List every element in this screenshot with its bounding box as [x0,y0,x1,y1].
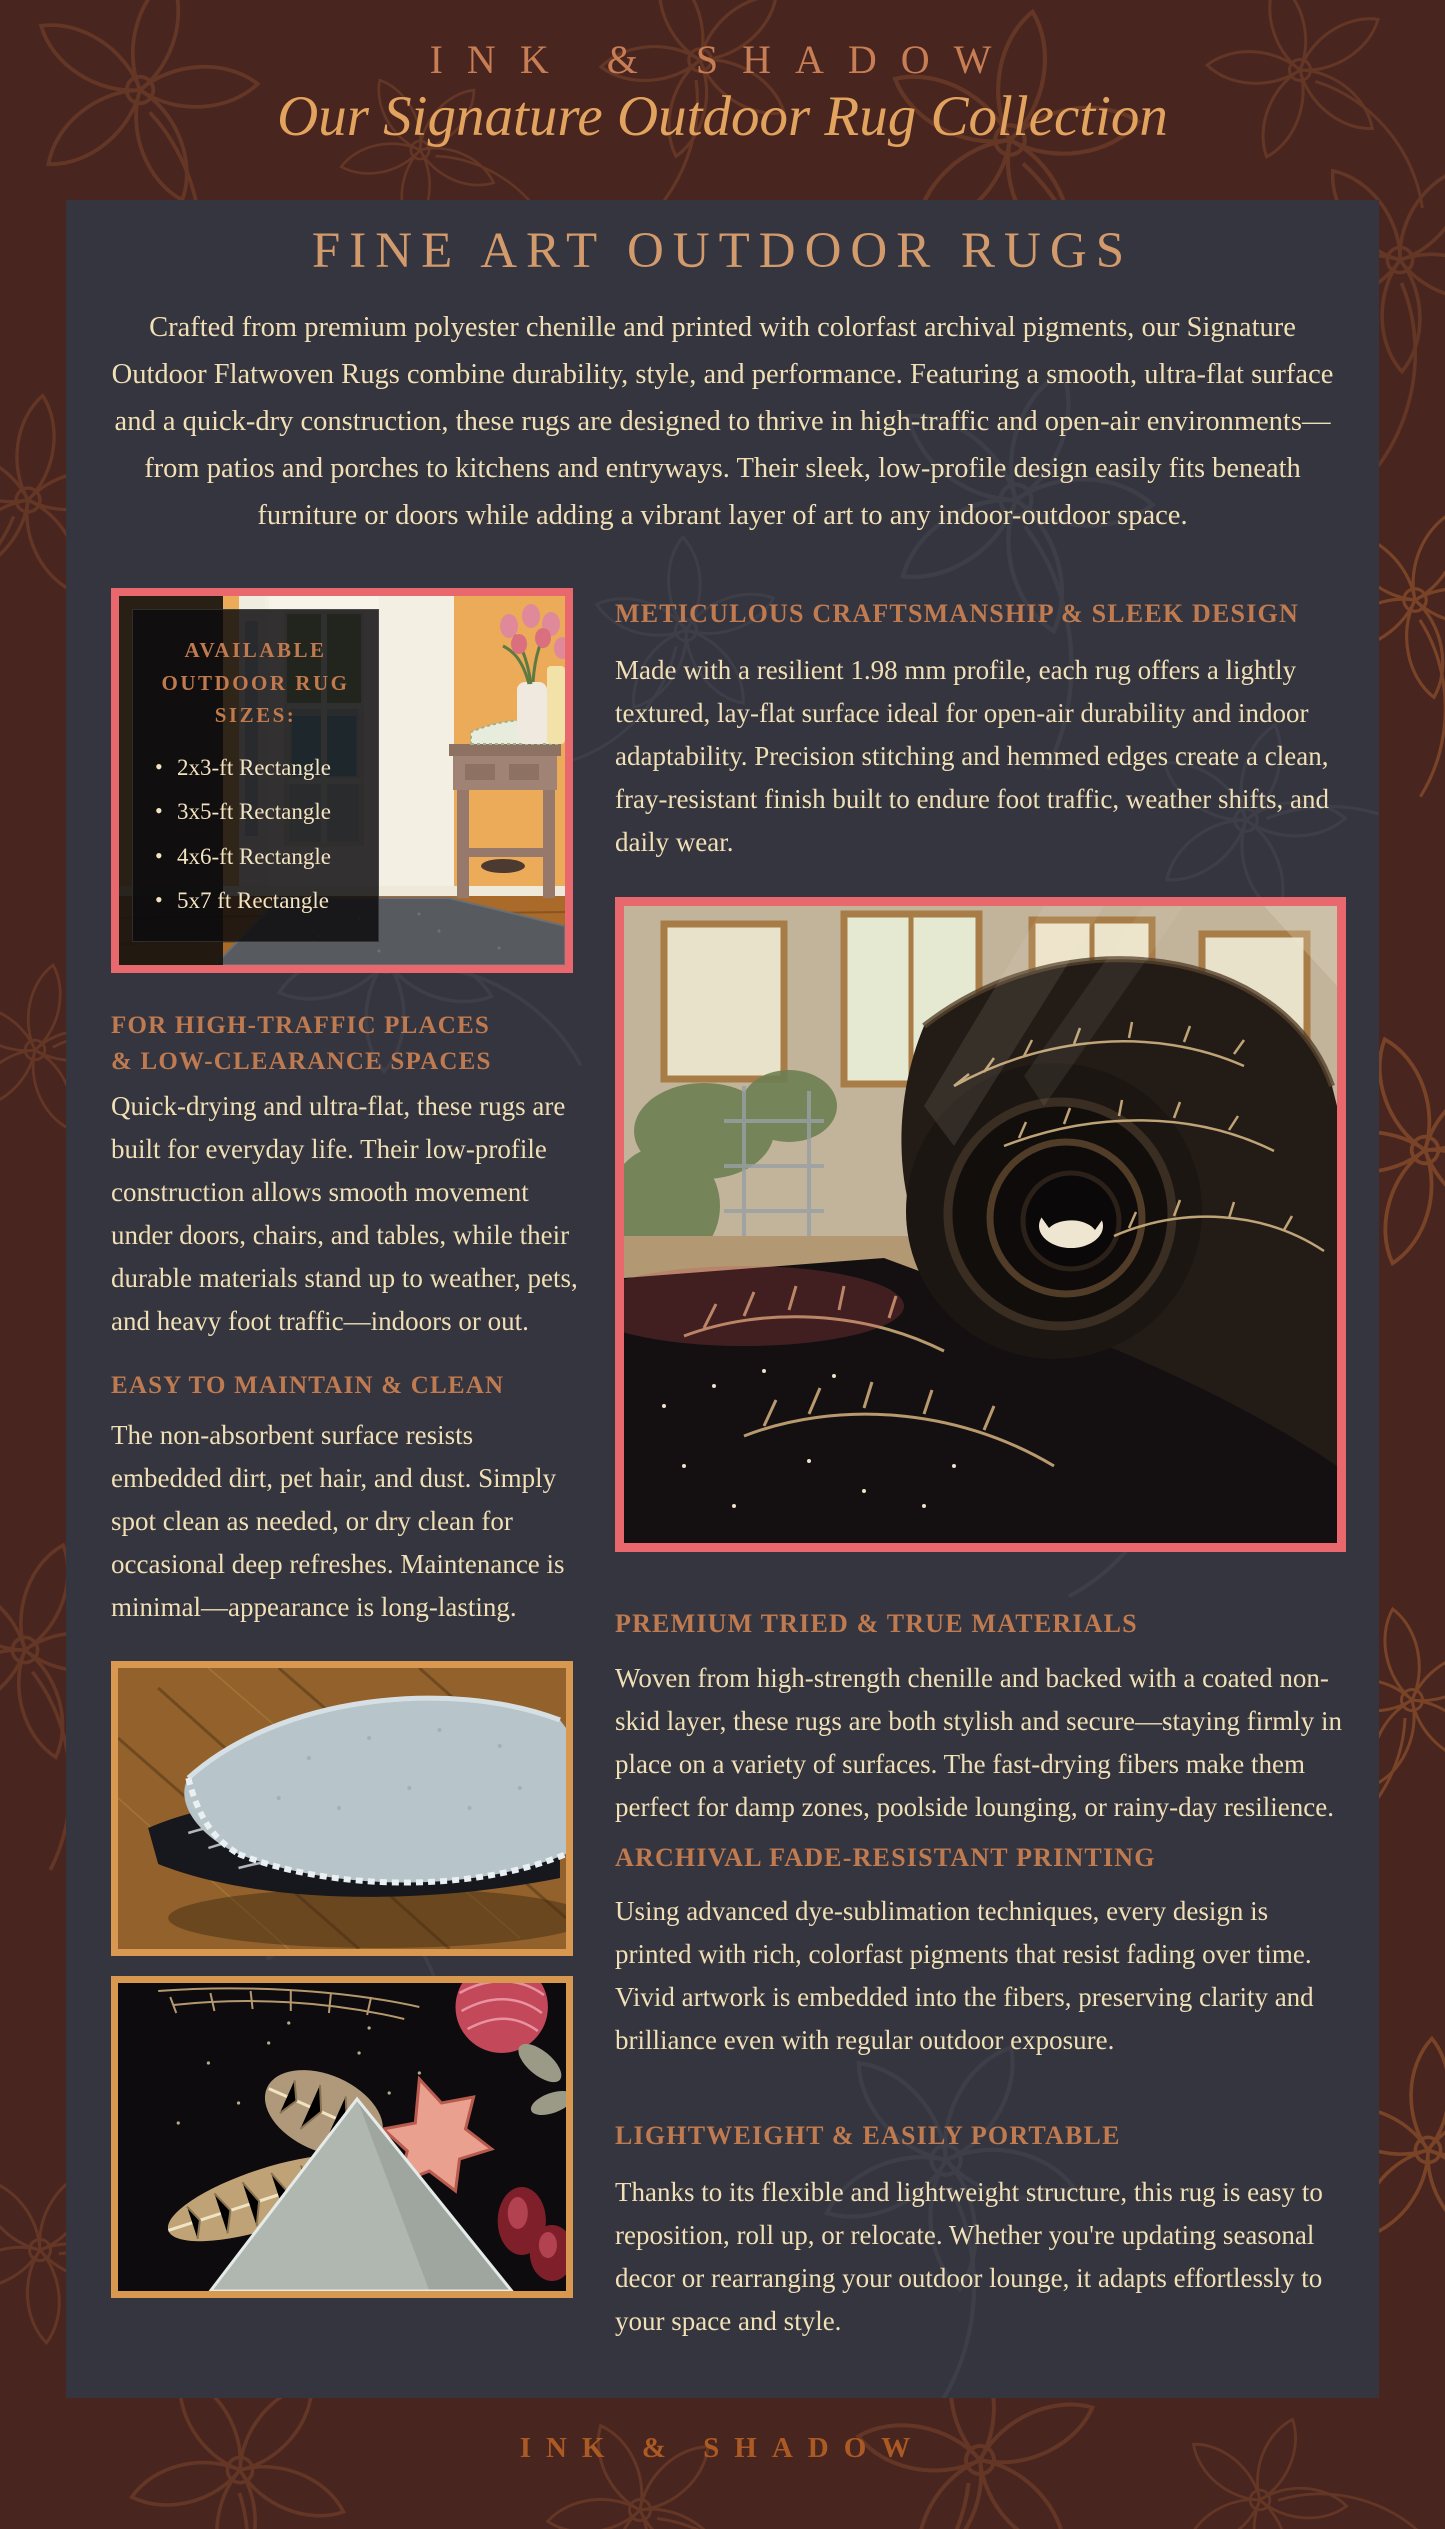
rolled-rug-photo-illustration [624,906,1337,1543]
section-heading-high-traffic: FOR HIGH-TRAFFIC PLACES & LOW-CLEARANCE SPACES [111,1012,492,1075]
section-body-high-traffic: Quick-drying and ultra-flat, these rugs are built for everyday life. Their low-profile construction allows smooth movement under doors, chairs, and tables, while their durable materials stand up to weather, pets, and heavy foot traffic—indoors or out. [111,1091,578,1336]
section-body-materials: Woven from high-strength chenille and backed with a coated non-skid layer, these rugs are both stylish and secure—staying firmly in place on a variety of surfaces. The fast-drying fibers make them perfect for damp zones, poolside lounging, or rainy-day resilience. [615,1662,1343,1822]
brand-logotype: INK & SHADOW [429,37,1016,82]
size-item: • 3x5-ft Rectangle [177,798,364,826]
corner-fold-photo-illustration [118,1983,566,2291]
rug-backing-fold-photo [111,1661,573,1956]
content-panel [66,200,1379,2398]
section-heading-easy-maintain: EASY TO MAINTAIN & CLEAN [111,1372,505,1399]
entryway-rug-photo [111,588,573,973]
section-body-craftsmanship: Made with a resilient 1.98 mm profile, each rug offers a lightly textured, lay-flat surface ideal for open-air durability and indoor adaptability. Precision stitching and hemmed edges create a clean, fray-resistant finish built to endure foot traffic, weather shifts, and daily wear. [615,654,1330,857]
size-item: • 2x3-ft Rectangle [177,754,364,782]
section-body-easy-maintain: The non-absorbent surface resists embedded dirt, pet hair, and dust. Simply spot clean as needed, or dry clean for occasional deep refreshes. Maintenance is minimal—appearance is long-lasting. [111,1419,565,1622]
rug-corner-fold-photo [111,1976,573,2298]
footer-logotype: INK & SHADOW [519,2432,926,2464]
section-heading-craftsmanship: METICULOUS CRAFTSMANSHIP & SLEEK DESIGN [615,599,1299,628]
rolled-rug-photo [615,897,1346,1552]
section-heading-portable: LIGHTWEIGHT & EASILY PORTABLE [615,2120,1121,2150]
section-heading-printing: ARCHIVAL FADE-RESISTANT PRINTING [615,1842,1156,1872]
size-item: • 4x6-ft Rectangle [177,843,364,871]
right-column [615,596,1346,2343]
section-heading-materials: PREMIUM TRIED & TRUE MATERIALS [615,1608,1138,1638]
left-column [111,588,581,2298]
section-body-portable: Thanks to its flexible and lightweight structure, this rug is easy to reposition, roll up, or relocate. Whether you're updating seasonal decor or rearranging your outdoor lounge, it adapts effortlessly to your space and style. [615,2176,1323,2336]
collection-tagline: Our Signature Outdoor Rug Collection [277,85,1168,148]
sizes-panel-heading: AVAILABLE OUTDOOR RUG SIZES: [161,638,350,728]
intro-paragraph: Crafted from premium polyester chenille and printed with colorfast archival pigments, our Signature Outdoor Flatwoven Rugs combine durability, style, and performance. Featuring a smooth, ultra-flat surface and a quick-dry construction, these rugs are designed to thrive in high-traffic and open-air environments—from patios and porches to kitchens and entryways. Their sleek, low-profile design easily fits beneath furniture or doors while adding a vibrant layer of art to any indoor-outdoor space. [111,312,1334,531]
backing-photo-illustration [118,1668,566,1949]
sizes-list [147,754,364,915]
size-item: • 5x7 ft Rectangle [177,887,364,915]
section-body-printing: Using advanced dye-sublimation techniques, every design is printed with rich, colorfast pigments that resist fading over time. Vivid artwork is embedded into the fibers, preserving clarity and brilliance even with regular outdoor exposure. [615,1895,1314,2055]
page-title: FINE ART OUTDOOR RUGS [311,223,1134,279]
available-sizes-panel [132,609,379,942]
